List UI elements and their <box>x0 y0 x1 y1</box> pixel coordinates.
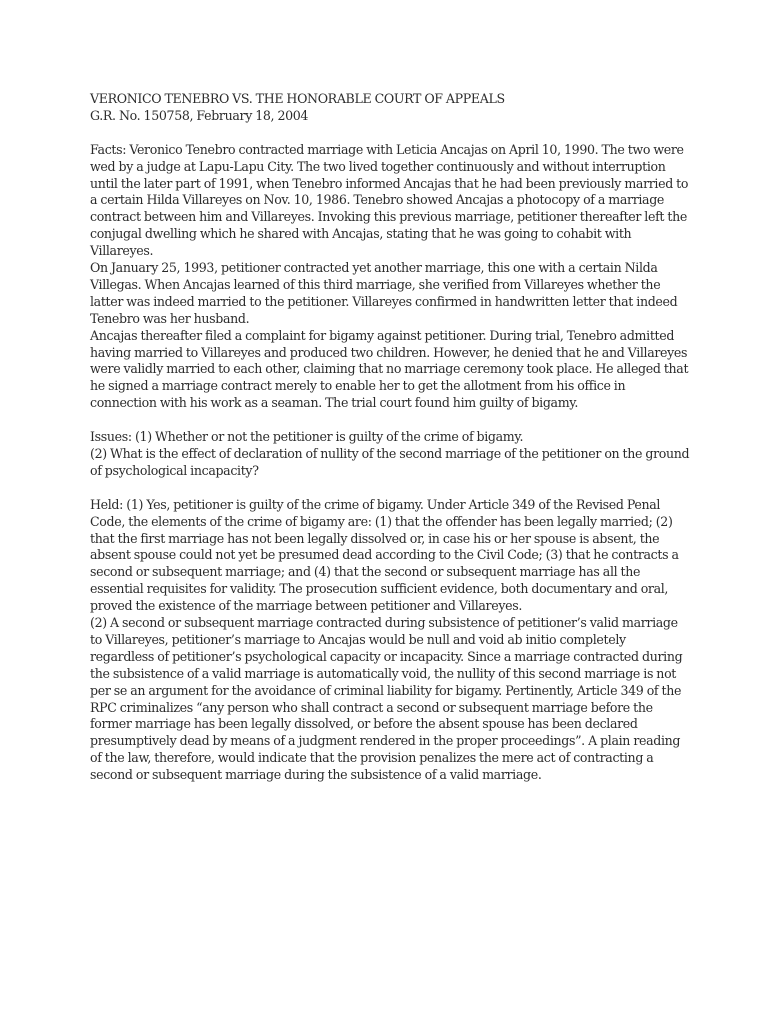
case-title: VERONICO TENEBRO VS. THE HONORABLE COURT OF APPEALS <box>90 91 505 106</box>
case-citation: G.R. No. 150758, February 18, 2004 <box>90 107 309 123</box>
held-paragraph-1: Held: (1) Yes, petitioner is guilty of the crime of bigamy. Under Article 349 of the Revised Penal Code, the elements of the crime of bigamy are: (1) that the offender has been legally married; (2) that the first marriage has not been legally dissolved or, in case his or her spouse is absent, the absent spouse could not yet be presumed dead according to the Civil Code; (3) that he contracts a second or subsequent marriage; and (4) that the second or subsequent marriage has all the essential requisites for validity. The prosecution sufficient evidence, both documentary and oral, proved the existence of the marriage between petitioner and Villareyes. <box>90 496 679 614</box>
document-page <box>90 91 690 784</box>
held-paragraph-2: (2) A second or subsequent marriage contracted during subsistence of petitioner’s valid marriage to Villareyes, petitioner’s marriage to Ancajas would be null and void ab initio completely regardless of petitioner’s psychological capacity or incapacity. Since a marriage contracted during the subsistence of a valid marriage is automatically void, the nullity of this second marriage is not per se an argument for the avoidance of criminal liability for bigamy. Pertinently, Article 349 of the RPC criminalizes “any person who shall contract a second or subsequent marriage before the former marriage has been legally dissolved, or before the absent spouse has been declared presumptively dead by means of a judgment rendered in the proper proceedings”. A plain reading of the law, therefore, would indicate that the provision penalizes the mere act of contracting a second or subsequent marriage during the subsistence of a valid marriage. <box>90 615 683 783</box>
spacer <box>90 125 690 142</box>
issues-paragraph-1: Issues: (1) Whether or not the petitioner is guilty of the crime of bigamy. <box>90 429 524 445</box>
facts-paragraph-3: Ancajas thereafter filed a complaint for bigamy against petitioner. During trial, Tenebro admitted having married to Villareyes and produced two children. However, he denied that he and Villareyes were validly married to each other, claiming that no marriage ceremony took place. He alleged that he signed a marriage contract merely to enable her to get the allotment from his office in connection with his work as a seaman. The trial court found him guilty of bigamy. <box>90 327 689 411</box>
spacer <box>90 480 690 497</box>
facts-paragraph-1: Facts: Veronico Tenebro contracted marriage with Leticia Ancajas on April 10, 1990. The two were wed by a judge at Lapu-Lapu City. The two lived together continuously and without interruption until the later part of 1991, when Tenebro informed Ancajas that he had been previously married to a certain Hilda Villareyes on Nov. 10, 1986. Tenebro showed Ancajas a photocopy of a marriage contract between him and Villareyes. Invoking this previous marriage, petitioner thereafter left the conjugal dwelling which he shared with Ancajas, stating that he was going to cohabit with Villareyes. <box>90 141 689 259</box>
spacer <box>90 412 690 429</box>
facts-paragraph-2: On January 25, 1993, petitioner contracted yet another marriage, this one with a certain Nilda Villegas. When Ancajas learned of this third marriage, she verified from Villareyes whether the latter was indeed married to the petitioner. Villareyes confirmed in handwritten letter that indeed Tenebro was her husband. <box>90 260 678 326</box>
issues-paragraph-2: (2) What is the effect of declaration of nullity of the second marriage of the petitioner on the ground of psychological incapacity? <box>90 446 690 478</box>
